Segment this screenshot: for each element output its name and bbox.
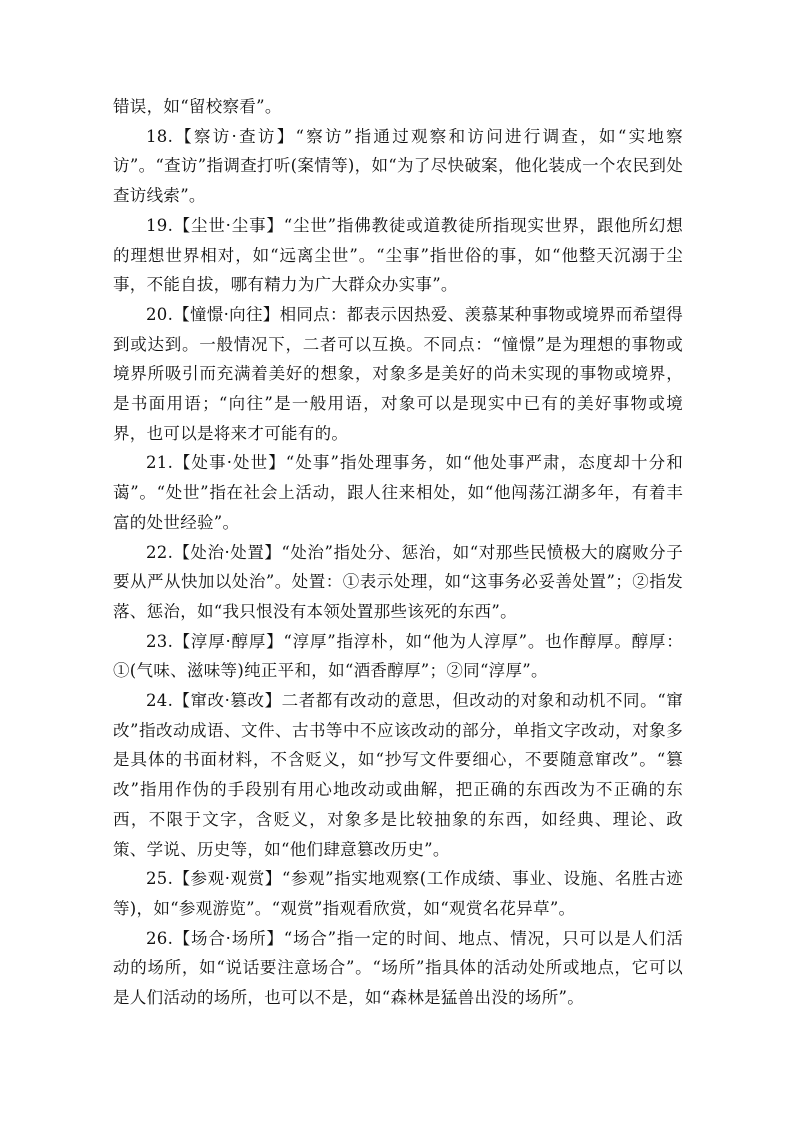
paragraph-continuation: 错误，如“留校察看”。 xyxy=(113,97,282,116)
paragraph-entry-18: 18.【察访·查访】“察访”指通过观察和访问进行调查，如“实地察访”。“查访”指调查打听(案情等)，如“为了尽快破案，他化装成一个农民到处查访线索”。 xyxy=(113,126,683,206)
paragraph-entry-23: 23.【淳厚·醇厚】“淳厚”指淳朴，如“他为人淳厚”。也作醇厚。醇厚：①(气味、滋味等)纯正平和，如“酒香醇厚”；②同“淳厚”。 xyxy=(113,631,683,681)
document-body xyxy=(113,92,683,1013)
paragraph-entry-26: 26.【场合·场所】“场合”指一定的时间、地点、情况，只可以是人们活动的场所，如“说话要注意场合”。“场所”指具体的活动处所或地点，它可以是人们活动的场所，也可以不是，如“森林是猛兽出没的场所”。 xyxy=(113,928,683,1008)
paragraph-entry-22: 22.【处治·处置】“处治”指处分、惩治，如“对那些民愤极大的腐败分子要从严从快加以处治”。处置：①表示处理，如“这事务必妥善处置”；②指发落、惩治，如“我只恨没有本领处置那些该死的东西”。 xyxy=(113,542,683,621)
paragraph-entry-20: 20.【憧憬·向往】相同点：都表示因热爱、羡慕某种事物或境界而希望得到或达到。一般情况下，二者可以互换。不同点：“憧憬”是为理想的事物或境界所吸引而充满着美好的想象，对象多是美好的尚未实现的事物或境界，是书面用语；“向往”是一般用语，对象可以是现实中已有的美好事物或境界，也可以是将来才可能有的。 xyxy=(113,304,683,443)
paragraph-entry-25: 25.【参观·观赏】“参观”指实地观察(工作成绩、事业、设施、名胜古迹等)，如“参观游览”。“观赏”指观看欣赏，如“观赏名花异草”。 xyxy=(113,869,683,918)
paragraph-entry-19: 19.【尘世·尘事】“尘世”指佛教徒或道教徒所指现实世界，跟他所幻想的理想世界相对，如“远离尘世”。“尘事”指世俗的事，如“他整天沉溺于尘事，不能自拔，哪有精力为广大群众办实事”。 xyxy=(113,215,683,295)
paragraph-entry-21: 21.【处事·处世】“处事”指处理事务，如“他处事严肃，态度却十分和蔼”。“处世”指在社会上活动，跟人往来相处，如“他闯荡江湖多年，有着丰富的处世经验”。 xyxy=(113,453,683,532)
paragraph-entry-24: 24.【窜改·篡改】二者都有改动的意思，但改动的对象和动机不同。“窜改”指改动成语、文件、古书等中不应该改动的部分，单指文字改动，对象多是具体的书面材料，不含贬义，如“抄写文件要细心，不要随意窜改”。“篡改”指用作伪的手段别有用心地改动或曲解，把正确的东西改为不正确的东西，不限于文字，含贬义，对象多是比较抽象的东西，如经典、理论、政策、学说、历史等，如“他们肆意篡改历史”。 xyxy=(113,691,683,859)
